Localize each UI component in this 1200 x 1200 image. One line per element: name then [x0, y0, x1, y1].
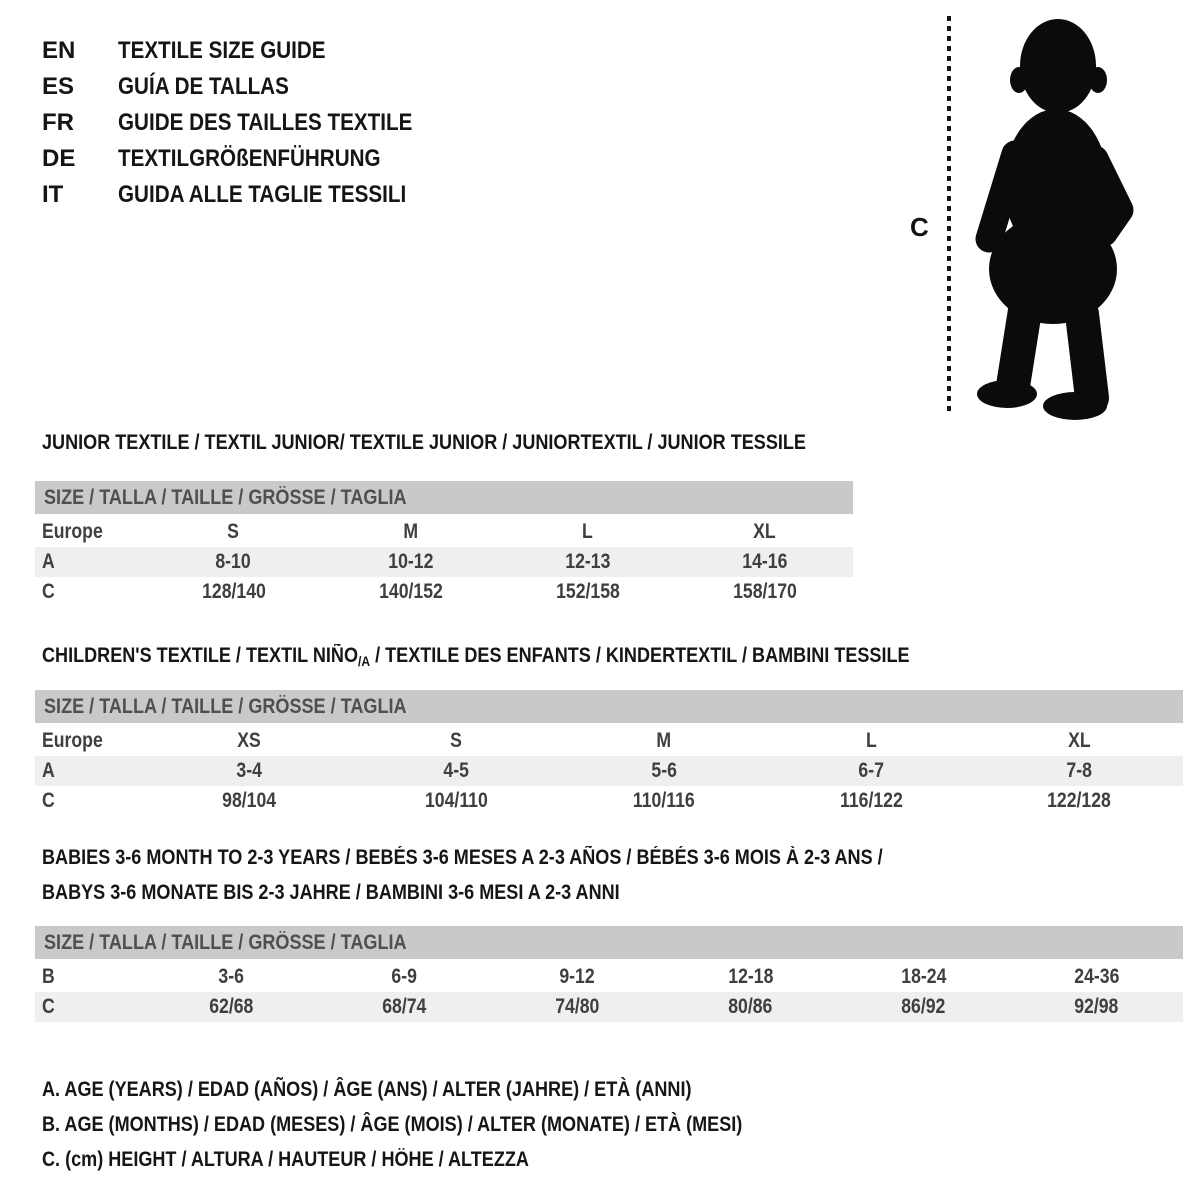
size-bar-label: SIZE / TALLA / TAILLE / GRÖSSE / TAGLIA [44, 695, 407, 718]
heading-rest: / TEXTILE DES ENFANTS / KINDERTEXTIL / BAMBINI TESSILE [370, 644, 910, 667]
size-cell: 7-8 [1066, 759, 1092, 782]
column-header: S [227, 520, 240, 543]
language-title: TEXTILGRÖßENFÜHRUNG [118, 145, 381, 172]
language-code: EN [42, 37, 76, 64]
language-row [42, 105, 460, 141]
size-cell: 5-6 [651, 759, 677, 782]
size-cell: 3-6 [218, 965, 245, 988]
column-header: L [582, 520, 593, 543]
height-measure-line [947, 16, 951, 416]
column-header: M [403, 520, 418, 543]
row-label: B [42, 965, 55, 988]
size-cell: 80/86 [728, 995, 773, 1018]
size-cell: 110/116 [633, 789, 695, 812]
column-header: S [450, 729, 463, 752]
size-cell: 86/92 [901, 995, 946, 1018]
table-row [35, 992, 1183, 1022]
column-header: L [866, 729, 877, 752]
legend-item-c-text: C. (cm) HEIGHT / ALTURA / HAUTEUR / HÖHE / ALTEZZA [42, 1148, 529, 1171]
language-code: FR [42, 109, 74, 136]
size-cell: 140/152 [378, 580, 443, 603]
size-bar [35, 690, 1183, 723]
size-cell: 9-12 [559, 965, 596, 988]
size-cell: 6-9 [391, 965, 418, 988]
height-label-c: C [910, 212, 929, 242]
language-row [42, 33, 460, 69]
size-cell: 158/170 [732, 580, 797, 603]
size-cell: 68/74 [382, 995, 427, 1018]
babies-section-heading-line2 [42, 881, 714, 905]
row-label: A [42, 759, 55, 782]
language-title-list [42, 33, 460, 213]
size-cell: 24-36 [1073, 965, 1120, 988]
size-cell: 74/80 [555, 995, 600, 1018]
junior-size-table [35, 481, 853, 607]
language-title: GUÍA DE TALLAS [118, 73, 289, 100]
size-cell: 122/128 [1047, 789, 1112, 812]
babies-size-table [35, 926, 1183, 1022]
row-label: A [42, 550, 55, 573]
table-row [35, 756, 1183, 786]
column-header: M [656, 729, 672, 752]
table-row [35, 962, 1183, 992]
column-header: XS [237, 729, 261, 752]
row-label: C [42, 580, 55, 603]
language-title: GUIDE DES TAILLES TEXTILE [118, 109, 413, 136]
legend-item-a [42, 1072, 856, 1107]
size-cell: 12-18 [727, 965, 774, 988]
legend [42, 1072, 856, 1177]
column-header: Europe [42, 520, 103, 543]
size-cell: 6-7 [858, 759, 885, 782]
language-title: GUIDA ALLE TAGLIE TESSILI [118, 181, 407, 208]
size-bar-label: SIZE / TALLA / TAILLE / GRÖSSE / TAGLIA [44, 931, 407, 954]
legend-item-b [42, 1107, 856, 1142]
size-cell: 3-4 [236, 759, 262, 782]
heading-sub: /A [358, 653, 371, 669]
babies-section-heading-line1-text: BABIES 3-6 MONTH TO 2-3 YEARS / BEBÉS 3-6 MESES A 2-3 AÑOS / BÉBÉS 3-6 MOIS À 2-3 ANS / [42, 846, 883, 869]
size-bar [35, 926, 1183, 959]
size-cell: 62/68 [209, 995, 254, 1018]
size-bar-label: SIZE / TALLA / TAILLE / GRÖSSE / TAGLIA [44, 486, 407, 509]
legend-item-a-text: A. AGE (YEARS) / EDAD (AÑOS) / ÂGE (ANS) / ALTER (JAHRE) / ETÀ (ANNI) [42, 1078, 692, 1101]
size-cell: 92/98 [1074, 995, 1119, 1018]
size-cell: 10-12 [387, 550, 434, 573]
table-row [35, 547, 853, 577]
size-cell: 98/104 [221, 789, 276, 812]
row-label: C [42, 995, 55, 1018]
size-bar [35, 481, 853, 514]
language-row [42, 141, 460, 177]
size-cell: 152/158 [555, 580, 620, 603]
legend-item-b-text: B. AGE (MONTHS) / EDAD (MESES) / ÂGE (MOIS) / ALTER (MONATE) / ETÀ (MESI) [42, 1113, 743, 1136]
babies-section-heading-line2-text: BABYS 3-6 MONATE BIS 2-3 JAHRE / BAMBINI 3-6 MESI A 2-3 ANNI [42, 881, 620, 904]
table-row [35, 577, 853, 607]
column-header: XL [1067, 729, 1091, 752]
column-header: Europe [42, 729, 103, 752]
language-row [42, 177, 460, 213]
children-section-heading [42, 644, 1051, 673]
size-cell: 12-13 [564, 550, 611, 573]
table-header-row [35, 517, 853, 547]
heading-main: CHILDREN'S TEXTILE / TEXTIL NIÑO [42, 644, 359, 667]
size-cell: 116/122 [840, 789, 903, 812]
legend-item-c [42, 1142, 856, 1177]
row-label: C [42, 789, 55, 812]
size-cell: 18-24 [900, 965, 947, 988]
table-header-row [35, 726, 1183, 756]
language-title: TEXTILE SIZE GUIDE [118, 37, 326, 64]
size-cell: 8-10 [215, 550, 252, 573]
size-cell: 4-5 [443, 759, 470, 782]
children-size-table [35, 690, 1183, 816]
junior-section-heading [42, 431, 930, 455]
babies-section-heading-line1 [42, 846, 1020, 870]
size-cell: 104/110 [424, 789, 488, 812]
size-cell: 128/140 [201, 580, 266, 603]
column-header: XL [753, 520, 776, 543]
language-code: DE [42, 145, 76, 172]
children-section-heading-text [42, 644, 910, 673]
toddler-silhouette-image [963, 14, 1135, 422]
language-code: ES [42, 73, 75, 100]
language-row [42, 69, 460, 105]
size-cell: 14-16 [741, 550, 788, 573]
table-row [35, 786, 1183, 816]
language-code: IT [42, 181, 64, 208]
junior-section-heading-text: JUNIOR TEXTILE / TEXTIL JUNIOR/ TEXTILE JUNIOR / JUNIORTEXTIL / JUNIOR TESSILE [42, 431, 806, 454]
